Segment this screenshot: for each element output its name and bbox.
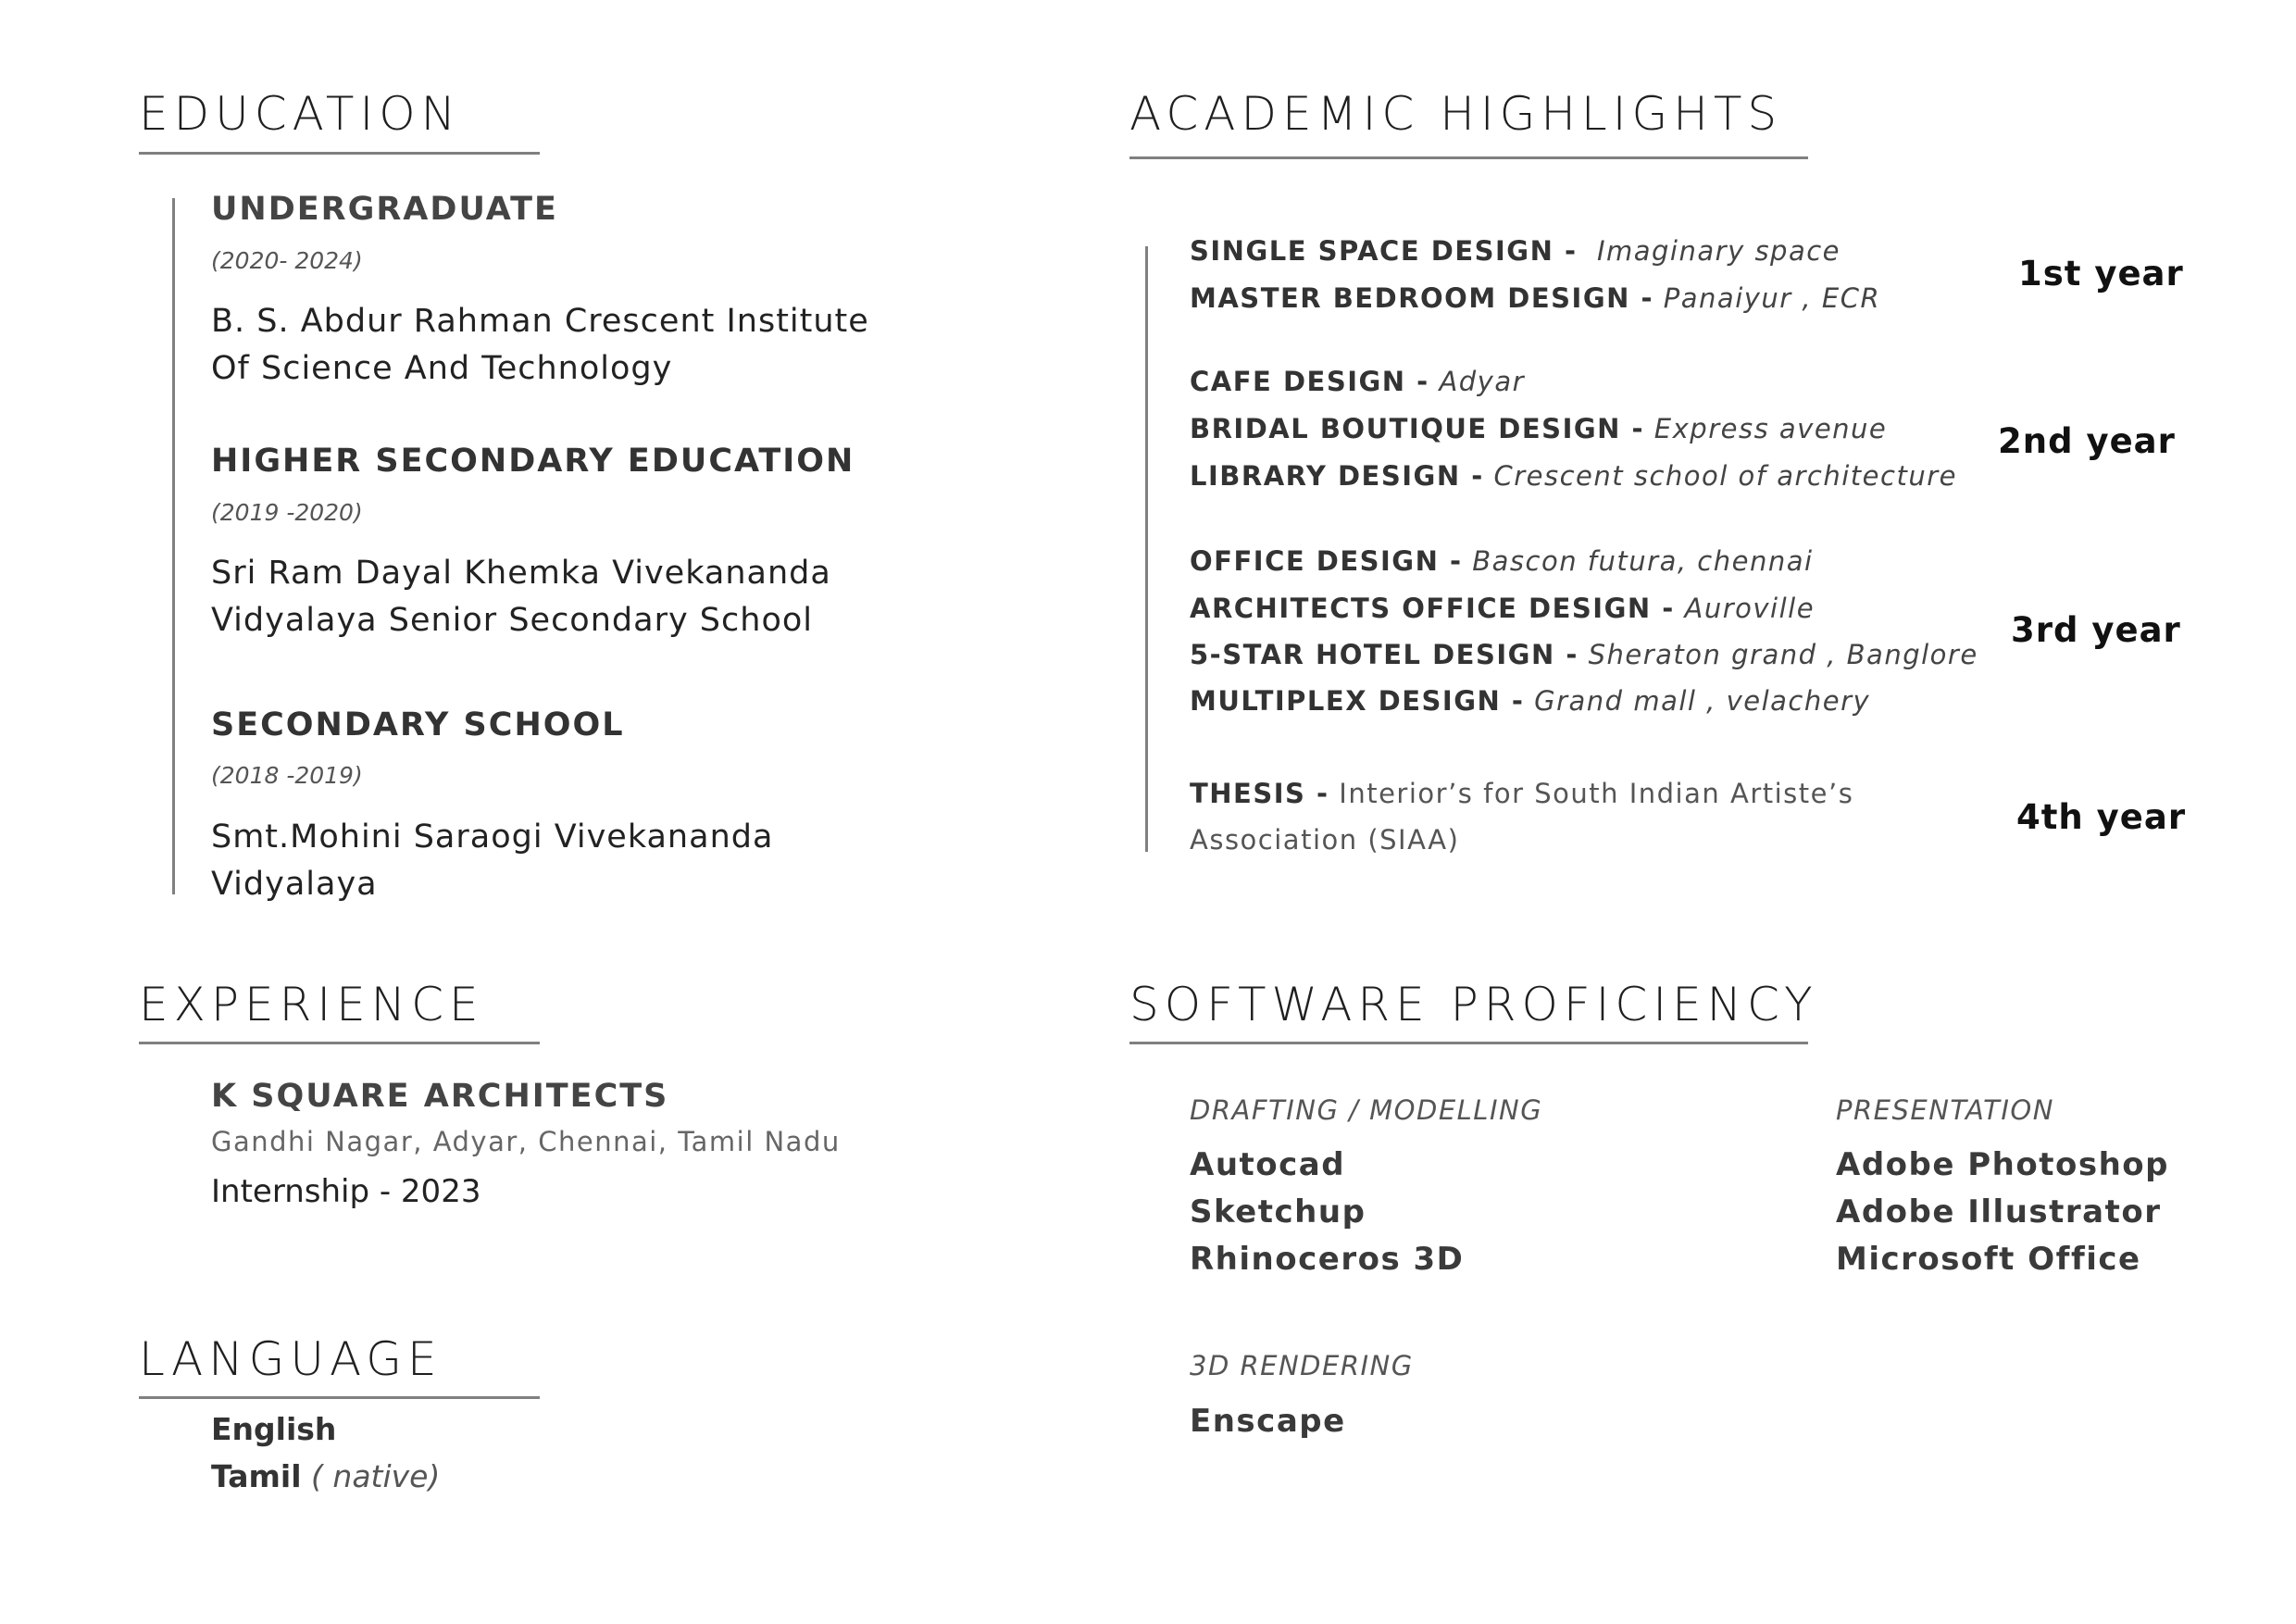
education-heading-secondary: SECONDARY SCHOOL	[211, 706, 625, 743]
education-title: EDUCATION	[139, 87, 461, 141]
software-list-drafting	[1190, 1142, 1464, 1283]
project-thesis: THESIS - Interior’s for South Indian Artiste’s	[1190, 778, 1854, 809]
software-item: Autocad	[1190, 1146, 1346, 1183]
project-cafe: CAFE DESIGN - Adyar	[1190, 366, 1526, 397]
project-multiplex: MULTIPLEX DESIGN - Grand mall , velachery	[1190, 685, 1871, 717]
year-label-2nd: 2nd year	[1998, 421, 2176, 461]
academic-underline	[1129, 156, 1808, 159]
software-title: SOFTWARE PROFICIENCY	[1129, 978, 1818, 1031]
academic-timeline-bar	[1145, 246, 1148, 852]
language-title: LANGUAGE	[139, 1332, 443, 1386]
academic-title: ACADEMIC HIGHLIGHTS	[1129, 87, 1783, 141]
software-list-presentation	[1836, 1142, 2169, 1283]
education-school-line: Vidyalaya	[211, 866, 378, 903]
software-item: Sketchup	[1190, 1193, 1366, 1230]
software-item: Rhinoceros 3D	[1190, 1241, 1465, 1278]
education-school-secondary	[211, 814, 773, 908]
education-years-undergraduate: (2020- 2024)	[211, 247, 363, 274]
education-underline	[139, 152, 540, 155]
project-single-space: SINGLE SPACE DESIGN - Imaginary space	[1190, 235, 1841, 267]
software-category-rendering: 3D RENDERING	[1190, 1350, 1414, 1381]
language-item	[211, 1453, 440, 1500]
software-item: Enscape	[1190, 1403, 1346, 1440]
language-item	[211, 1405, 336, 1453]
education-school-line: B. S. Abdur Rahman Crescent Institute	[211, 303, 869, 340]
project-architects-office: ARCHITECTS OFFICE DESIGN - Auroville	[1190, 593, 1816, 624]
project-office: OFFICE DESIGN - Bascon futura, chennai	[1190, 545, 1814, 577]
education-school-undergraduate	[211, 298, 869, 393]
software-item: Adobe Photoshop	[1836, 1146, 2169, 1183]
education-school-line: Sri Ram Dayal Khemka Vivekananda	[211, 555, 831, 592]
language-note: ( native)	[311, 1458, 441, 1494]
education-years-secondary: (2018 -2019)	[211, 762, 363, 789]
education-years-higher-secondary: (2019 -2020)	[211, 499, 363, 526]
project-hotel: 5-STAR HOTEL DESIGN - Sheraton grand , Banglore	[1190, 639, 1978, 670]
software-item: Adobe Illustrator	[1836, 1193, 2162, 1230]
project-library: LIBRARY DESIGN - Crescent school of architecture	[1190, 460, 1957, 492]
language-underline	[139, 1396, 540, 1399]
education-school-line: Smt.Mohini Saraogi Vivekananda	[211, 818, 774, 856]
language-name: Tamil	[211, 1458, 302, 1494]
language-name: English	[211, 1411, 337, 1447]
project-thesis-line2: Association (SIAA)	[1190, 824, 1460, 856]
year-label-4th: 4th year	[2016, 797, 2187, 837]
software-category-presentation: PRESENTATION	[1836, 1094, 2054, 1126]
education-heading-higher-secondary: HIGHER SECONDARY EDUCATION	[211, 443, 855, 480]
education-heading-undergraduate: UNDERGRADUATE	[211, 191, 558, 228]
experience-underline	[139, 1042, 540, 1044]
education-school-line: Of Science And Technology	[211, 350, 673, 387]
experience-location: Gandhi Nagar, Adyar, Chennai, Tamil Nadu	[211, 1126, 841, 1157]
education-school-higher-secondary	[211, 550, 831, 644]
year-label-3rd: 3rd year	[2011, 610, 2181, 650]
experience-role: Internship - 2023	[211, 1173, 481, 1210]
software-item: Microsoft Office	[1836, 1241, 2141, 1278]
education-school-line: Vidyalaya Senior Secondary School	[211, 602, 813, 639]
experience-company: K SQUARE ARCHITECTS	[211, 1078, 669, 1115]
experience-title: EXPERIENCE	[139, 978, 484, 1031]
project-bridal-boutique: BRIDAL BOUTIQUE DESIGN - Express avenue	[1190, 413, 1888, 444]
education-timeline-bar	[172, 198, 175, 894]
year-label-1st: 1st year	[2018, 254, 2184, 294]
software-category-drafting: DRAFTING / MODELLING	[1190, 1094, 1543, 1126]
project-master-bedroom: MASTER BEDROOM DESIGN - Panaiyur , ECR	[1190, 282, 1881, 314]
software-underline	[1129, 1042, 1808, 1044]
software-list-rendering	[1190, 1398, 1346, 1445]
